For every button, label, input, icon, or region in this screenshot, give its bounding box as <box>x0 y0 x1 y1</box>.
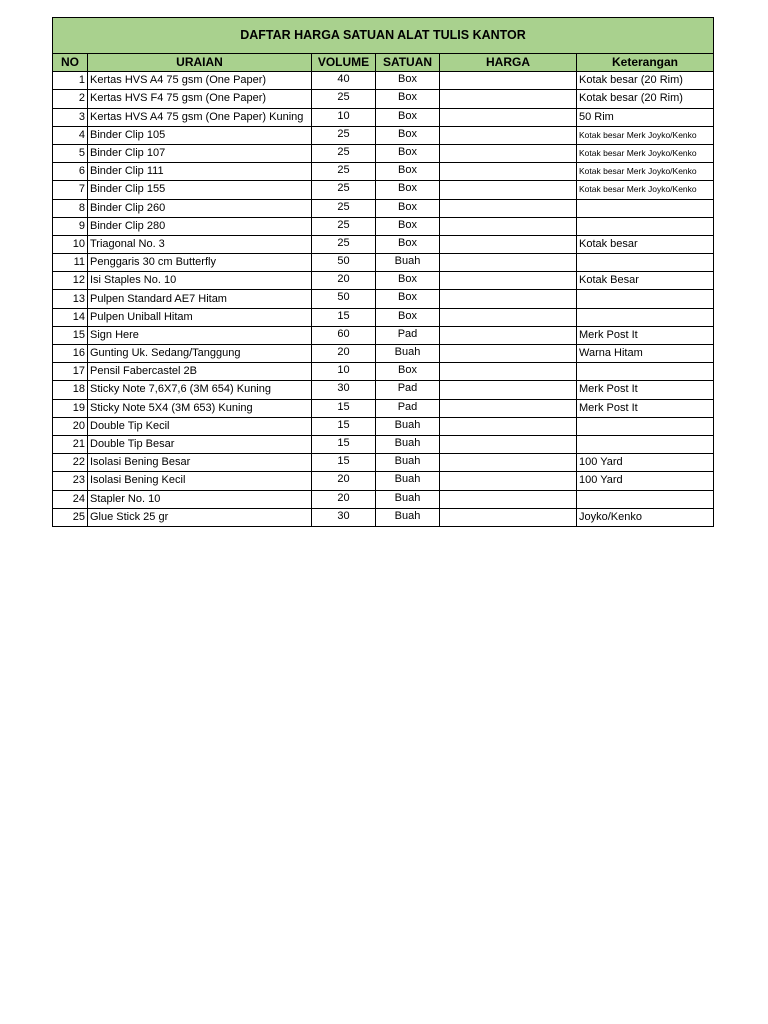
table-row <box>53 399 714 417</box>
table-row <box>53 217 714 235</box>
cell-volume: 30 <box>312 381 376 399</box>
cell-volume: 15 <box>312 308 376 326</box>
table-row <box>53 235 714 253</box>
cell-no: 10 <box>53 235 88 253</box>
cell-no: 4 <box>53 126 88 144</box>
cell-price <box>440 254 577 272</box>
cell-no: 6 <box>53 163 88 181</box>
cell-price <box>440 235 577 253</box>
table-row <box>53 272 714 290</box>
cell-note: 100 Yard <box>577 454 714 472</box>
cell-unit: Box <box>376 199 440 217</box>
cell-item: Sticky Note 5X4 (3M 653) Kuning <box>88 399 312 417</box>
cell-no: 19 <box>53 399 88 417</box>
table-row <box>53 454 714 472</box>
cell-volume: 15 <box>312 417 376 435</box>
cell-price <box>440 217 577 235</box>
cell-unit: Buah <box>376 435 440 453</box>
cell-volume: 10 <box>312 363 376 381</box>
price-table <box>52 17 714 527</box>
cell-no: 12 <box>53 272 88 290</box>
cell-no: 15 <box>53 326 88 344</box>
cell-note <box>577 308 714 326</box>
table-row <box>53 363 714 381</box>
cell-price <box>440 326 577 344</box>
table-row <box>53 345 714 363</box>
cell-item: Binder Clip 280 <box>88 217 312 235</box>
cell-item: Binder Clip 155 <box>88 181 312 199</box>
cell-volume: 25 <box>312 181 376 199</box>
cell-price <box>440 363 577 381</box>
cell-price <box>440 435 577 453</box>
cell-price <box>440 126 577 144</box>
cell-no: 3 <box>53 108 88 126</box>
cell-unit: Box <box>376 272 440 290</box>
cell-price <box>440 381 577 399</box>
cell-note: 50 Rim <box>577 108 714 126</box>
table-row <box>53 108 714 126</box>
table-row <box>53 435 714 453</box>
cell-no: 5 <box>53 144 88 162</box>
cell-volume: 10 <box>312 108 376 126</box>
column-header-price: HARGA <box>440 54 577 72</box>
cell-volume: 25 <box>312 163 376 181</box>
table-row <box>53 417 714 435</box>
table-row <box>53 508 714 526</box>
cell-note: Kotak besar Merk Joyko/Kenko <box>577 126 714 144</box>
cell-volume: 15 <box>312 454 376 472</box>
cell-note <box>577 435 714 453</box>
cell-volume: 60 <box>312 326 376 344</box>
cell-item: Double Tip Besar <box>88 435 312 453</box>
table-row <box>53 126 714 144</box>
cell-item: Isi Staples No. 10 <box>88 272 312 290</box>
cell-unit: Box <box>376 181 440 199</box>
cell-no: 11 <box>53 254 88 272</box>
cell-volume: 40 <box>312 72 376 90</box>
cell-note: Kotak besar (20 Rim) <box>577 90 714 108</box>
table-row <box>53 381 714 399</box>
cell-note: 100 Yard <box>577 472 714 490</box>
cell-note: Merk Post It <box>577 381 714 399</box>
cell-no: 8 <box>53 199 88 217</box>
cell-price <box>440 399 577 417</box>
cell-note <box>577 490 714 508</box>
table-row <box>53 144 714 162</box>
cell-unit: Buah <box>376 454 440 472</box>
cell-volume: 25 <box>312 126 376 144</box>
cell-item: Binder Clip 107 <box>88 144 312 162</box>
cell-unit: Buah <box>376 254 440 272</box>
cell-item: Isolasi Bening Besar <box>88 454 312 472</box>
cell-item: Penggaris 30 cm Butterfly <box>88 254 312 272</box>
cell-item: Pulpen Uniball Hitam <box>88 308 312 326</box>
cell-note: Merk Post It <box>577 326 714 344</box>
cell-item: Stapler No. 10 <box>88 490 312 508</box>
cell-item: Pulpen Standard AE7 Hitam <box>88 290 312 308</box>
cell-price <box>440 72 577 90</box>
title-row <box>53 18 714 54</box>
table-row <box>53 490 714 508</box>
cell-note: Merk Post It <box>577 399 714 417</box>
table-row <box>53 72 714 90</box>
cell-price <box>440 199 577 217</box>
cell-note <box>577 363 714 381</box>
cell-note: Warna Hitam <box>577 345 714 363</box>
cell-price <box>440 417 577 435</box>
cell-unit: Pad <box>376 326 440 344</box>
cell-item: Kertas HVS A4 75 gsm (One Paper) <box>88 72 312 90</box>
cell-note: Kotak besar <box>577 235 714 253</box>
column-header-volume: VOLUME <box>312 54 376 72</box>
cell-no: 17 <box>53 363 88 381</box>
cell-no: 1 <box>53 72 88 90</box>
table-row <box>53 163 714 181</box>
cell-volume: 15 <box>312 399 376 417</box>
cell-no: 21 <box>53 435 88 453</box>
column-header-item: URAIAN <box>88 54 312 72</box>
cell-item: Sign Here <box>88 326 312 344</box>
cell-unit: Pad <box>376 381 440 399</box>
cell-item: Triagonal No. 3 <box>88 235 312 253</box>
cell-price <box>440 508 577 526</box>
cell-price <box>440 163 577 181</box>
table-title: DAFTAR HARGA SATUAN ALAT TULIS KANTOR <box>53 18 714 54</box>
table-row <box>53 472 714 490</box>
cell-price <box>440 144 577 162</box>
table-row <box>53 254 714 272</box>
cell-price <box>440 181 577 199</box>
cell-no: 13 <box>53 290 88 308</box>
cell-note: Kotak besar Merk Joyko/Kenko <box>577 181 714 199</box>
cell-item: Pensil Fabercastel 2B <box>88 363 312 381</box>
cell-no: 20 <box>53 417 88 435</box>
column-header-note: Keterangan <box>577 54 714 72</box>
cell-unit: Box <box>376 144 440 162</box>
cell-volume: 15 <box>312 435 376 453</box>
table-row <box>53 199 714 217</box>
cell-unit: Box <box>376 126 440 144</box>
cell-unit: Buah <box>376 508 440 526</box>
cell-unit: Box <box>376 72 440 90</box>
cell-volume: 50 <box>312 254 376 272</box>
cell-unit: Box <box>376 163 440 181</box>
cell-volume: 25 <box>312 235 376 253</box>
cell-unit: Box <box>376 308 440 326</box>
cell-note <box>577 417 714 435</box>
column-header-unit: SATUAN <box>376 54 440 72</box>
cell-volume: 25 <box>312 217 376 235</box>
cell-unit: Box <box>376 363 440 381</box>
cell-item: Sticky Note 7,6X7,6 (3M 654) Kuning <box>88 381 312 399</box>
cell-unit: Buah <box>376 490 440 508</box>
table-row <box>53 90 714 108</box>
cell-item: Kertas HVS A4 75 gsm (One Paper) Kuning <box>88 108 312 126</box>
cell-note <box>577 217 714 235</box>
table-row <box>53 290 714 308</box>
table-body <box>53 72 714 527</box>
cell-no: 22 <box>53 454 88 472</box>
cell-no: 9 <box>53 217 88 235</box>
table-row <box>53 308 714 326</box>
cell-item: Binder Clip 260 <box>88 199 312 217</box>
cell-item: Kertas HVS F4 75 gsm (One Paper) <box>88 90 312 108</box>
cell-volume: 20 <box>312 345 376 363</box>
cell-note: Joyko/Kenko <box>577 508 714 526</box>
cell-no: 7 <box>53 181 88 199</box>
cell-item: Binder Clip 111 <box>88 163 312 181</box>
cell-unit: Box <box>376 217 440 235</box>
cell-unit: Box <box>376 290 440 308</box>
cell-unit: Box <box>376 90 440 108</box>
column-header-no: NO <box>53 54 88 72</box>
cell-price <box>440 272 577 290</box>
cell-price <box>440 308 577 326</box>
cell-unit: Buah <box>376 417 440 435</box>
cell-volume: 20 <box>312 272 376 290</box>
cell-note: Kotak besar Merk Joyko/Kenko <box>577 144 714 162</box>
table-row <box>53 326 714 344</box>
cell-note: Kotak besar Merk Joyko/Kenko <box>577 163 714 181</box>
cell-unit: Buah <box>376 472 440 490</box>
cell-unit: Box <box>376 235 440 253</box>
cell-price <box>440 490 577 508</box>
cell-volume: 25 <box>312 144 376 162</box>
cell-item: Gunting Uk. Sedang/Tanggung <box>88 345 312 363</box>
cell-note <box>577 254 714 272</box>
cell-item: Isolasi Bening Kecil <box>88 472 312 490</box>
cell-volume: 50 <box>312 290 376 308</box>
cell-unit: Buah <box>376 345 440 363</box>
cell-unit: Pad <box>376 399 440 417</box>
cell-price <box>440 90 577 108</box>
cell-no: 16 <box>53 345 88 363</box>
cell-volume: 25 <box>312 199 376 217</box>
cell-no: 23 <box>53 472 88 490</box>
cell-volume: 20 <box>312 472 376 490</box>
cell-item: Binder Clip 105 <box>88 126 312 144</box>
cell-note: Kotak besar (20 Rim) <box>577 72 714 90</box>
cell-no: 14 <box>53 308 88 326</box>
cell-price <box>440 472 577 490</box>
cell-price <box>440 108 577 126</box>
cell-price <box>440 454 577 472</box>
cell-price <box>440 345 577 363</box>
table-row <box>53 181 714 199</box>
cell-no: 18 <box>53 381 88 399</box>
cell-note <box>577 290 714 308</box>
cell-no: 25 <box>53 508 88 526</box>
cell-note: Kotak Besar <box>577 272 714 290</box>
cell-no: 2 <box>53 90 88 108</box>
cell-no: 24 <box>53 490 88 508</box>
price-list-sheet <box>52 17 713 527</box>
header-row <box>53 54 714 72</box>
cell-unit: Box <box>376 108 440 126</box>
cell-note <box>577 199 714 217</box>
cell-volume: 30 <box>312 508 376 526</box>
cell-item: Double Tip Kecil <box>88 417 312 435</box>
cell-item: Glue Stick 25 gr <box>88 508 312 526</box>
cell-price <box>440 290 577 308</box>
cell-volume: 25 <box>312 90 376 108</box>
cell-volume: 20 <box>312 490 376 508</box>
